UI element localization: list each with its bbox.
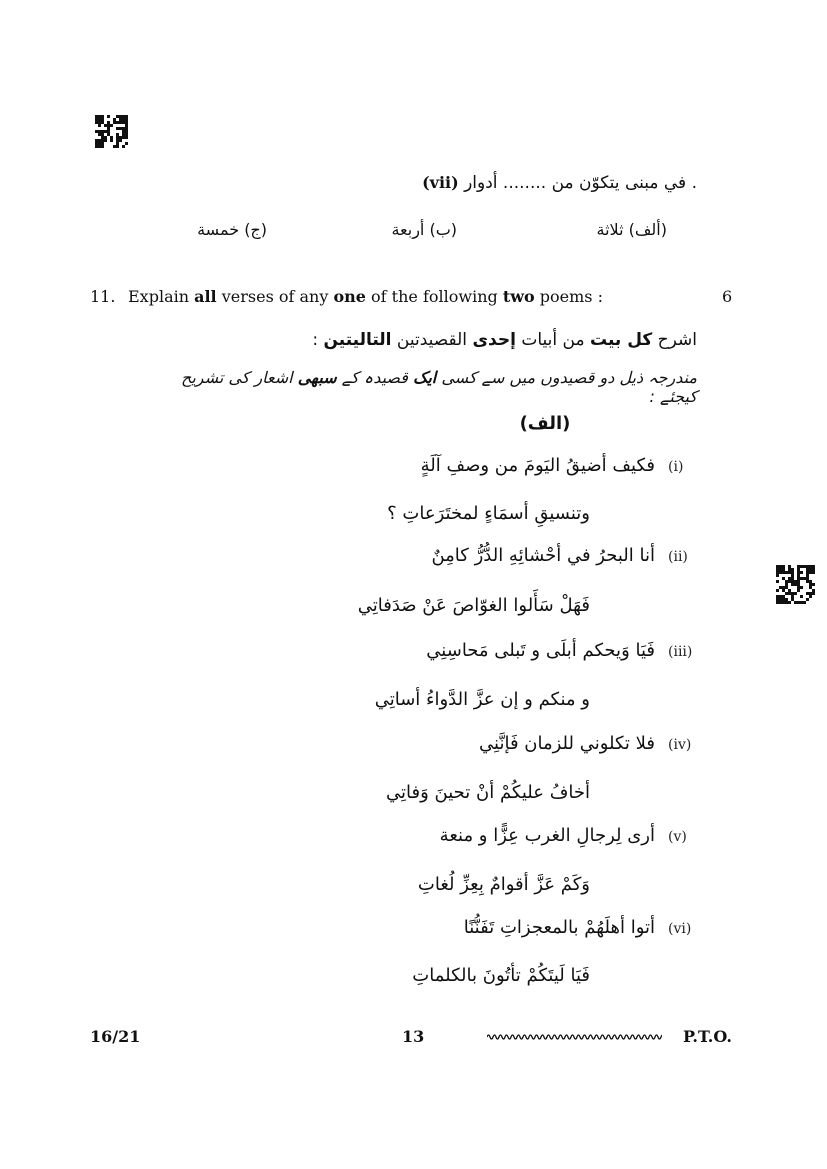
text-part-bold: all xyxy=(194,287,217,306)
option-ba xyxy=(337,220,457,239)
verse-second-hemistich: وَكَمْ عَزَّ أقوامٌ بِعِزِّ لُغاتِ xyxy=(417,874,590,895)
verse-first-hemistich: فلا تكلوني للزمان فَإنَّنِي xyxy=(479,733,655,754)
text-part: of the following xyxy=(365,287,503,306)
option-label: (ب) xyxy=(429,220,457,239)
question-number: (vii) xyxy=(422,173,459,192)
text-part: اشعار کی تشریح کیجئے : xyxy=(180,368,697,406)
option-text: ثلاثة xyxy=(596,220,624,239)
text-part-bold: سبھی xyxy=(297,368,337,387)
text-part-bold: ایک xyxy=(413,368,437,387)
question-11-number: 11. xyxy=(90,287,116,306)
text-part-bold: one xyxy=(333,287,366,306)
qr-module xyxy=(812,601,815,604)
verse-first-hemistich: فَيَا وَيحكم أبلَى و تَبلى مَحاسِنِي xyxy=(426,640,655,661)
option-alif xyxy=(487,220,667,239)
verse-number: (iv) xyxy=(668,737,692,753)
question-11-instruction-en xyxy=(128,287,688,306)
question-text: في مبنى يتكوّن من ........ أدوار . xyxy=(464,173,697,193)
text-part: poems : xyxy=(534,287,603,306)
option-text: أربعة xyxy=(391,220,425,239)
verse-second-hemistich: فَيَا لَيتَكُمْ تأتُونَ بالكلماتِ xyxy=(412,965,590,986)
verse-second-hemistich: فَهَلْ سَأَلوا الغوّاصَ عَنْ صَدَفاتِي xyxy=(357,595,590,616)
paper-code: 16/21 xyxy=(90,1027,141,1046)
verse-number: (v) xyxy=(668,829,687,845)
text-part: قصیدہ کے xyxy=(336,368,414,387)
text-part-bold: كل بيت xyxy=(589,330,653,350)
question-11-instruction-ur xyxy=(157,368,697,406)
verse-number: (i) xyxy=(668,459,684,475)
text-part: verses of any xyxy=(216,287,334,306)
verse-first-hemistich: أرى لِرجالِ الغرب عِزًّا و منعة xyxy=(439,825,655,846)
text-part: القصيدتين xyxy=(391,330,473,350)
option-label: (ألف) xyxy=(628,220,667,239)
verse-second-hemistich: وتنسيقِ أسمَاءٍ لمختَرَعاتِ ؟ xyxy=(387,503,590,524)
poem-heading: (الف) xyxy=(519,413,571,434)
question-11-instruction-ar xyxy=(217,330,697,350)
qr-module xyxy=(125,145,128,148)
option-label: (ج) xyxy=(244,220,267,239)
verse-first-hemistich: أنا البحرُ في أحْشائِهِ الدُّرُّ كامِنٌ xyxy=(431,545,655,566)
verse-second-hemistich: أخافُ عليكُمْ أنْ تحينَ وَفاتِي xyxy=(386,782,590,803)
page-number: 13 xyxy=(402,1027,425,1046)
verse-first-hemistich: أتوا أهلَهُمْ بالمعجزاتِ تَفَنُّنًا xyxy=(463,917,655,938)
text-part: من أبيات xyxy=(515,330,590,350)
verse-number: (vi) xyxy=(668,921,692,937)
option-jeem xyxy=(147,220,267,239)
verse-first-hemistich: فكيف أضيقُ اليَومَ من وصفِ آلَةٍ xyxy=(420,455,655,476)
text-part: اشرح xyxy=(652,330,697,350)
qr-code-icon xyxy=(776,565,815,604)
marks: 6 xyxy=(722,287,733,306)
text-part: Explain xyxy=(128,287,195,306)
verse-number: (ii) xyxy=(668,549,688,565)
text-part-bold: إحدى xyxy=(472,330,516,350)
text-part: : xyxy=(312,330,324,350)
text-part-bold: two xyxy=(502,287,535,306)
question-vii xyxy=(197,173,697,193)
wavy-line-icon xyxy=(487,1032,662,1042)
verse-number: (iii) xyxy=(668,644,693,660)
text-part: مندرجہ ذیل دو قصیدوں میں سے کسی xyxy=(436,368,697,387)
option-text: خمسة xyxy=(197,220,240,239)
text-part-bold: التاليتين xyxy=(323,330,392,350)
pto-label: P.T.O. xyxy=(683,1027,732,1046)
verse-second-hemistich: و منكم و إن عزَّ الدَّواءُ أساتِي xyxy=(374,689,590,710)
qr-code-icon xyxy=(95,115,128,148)
